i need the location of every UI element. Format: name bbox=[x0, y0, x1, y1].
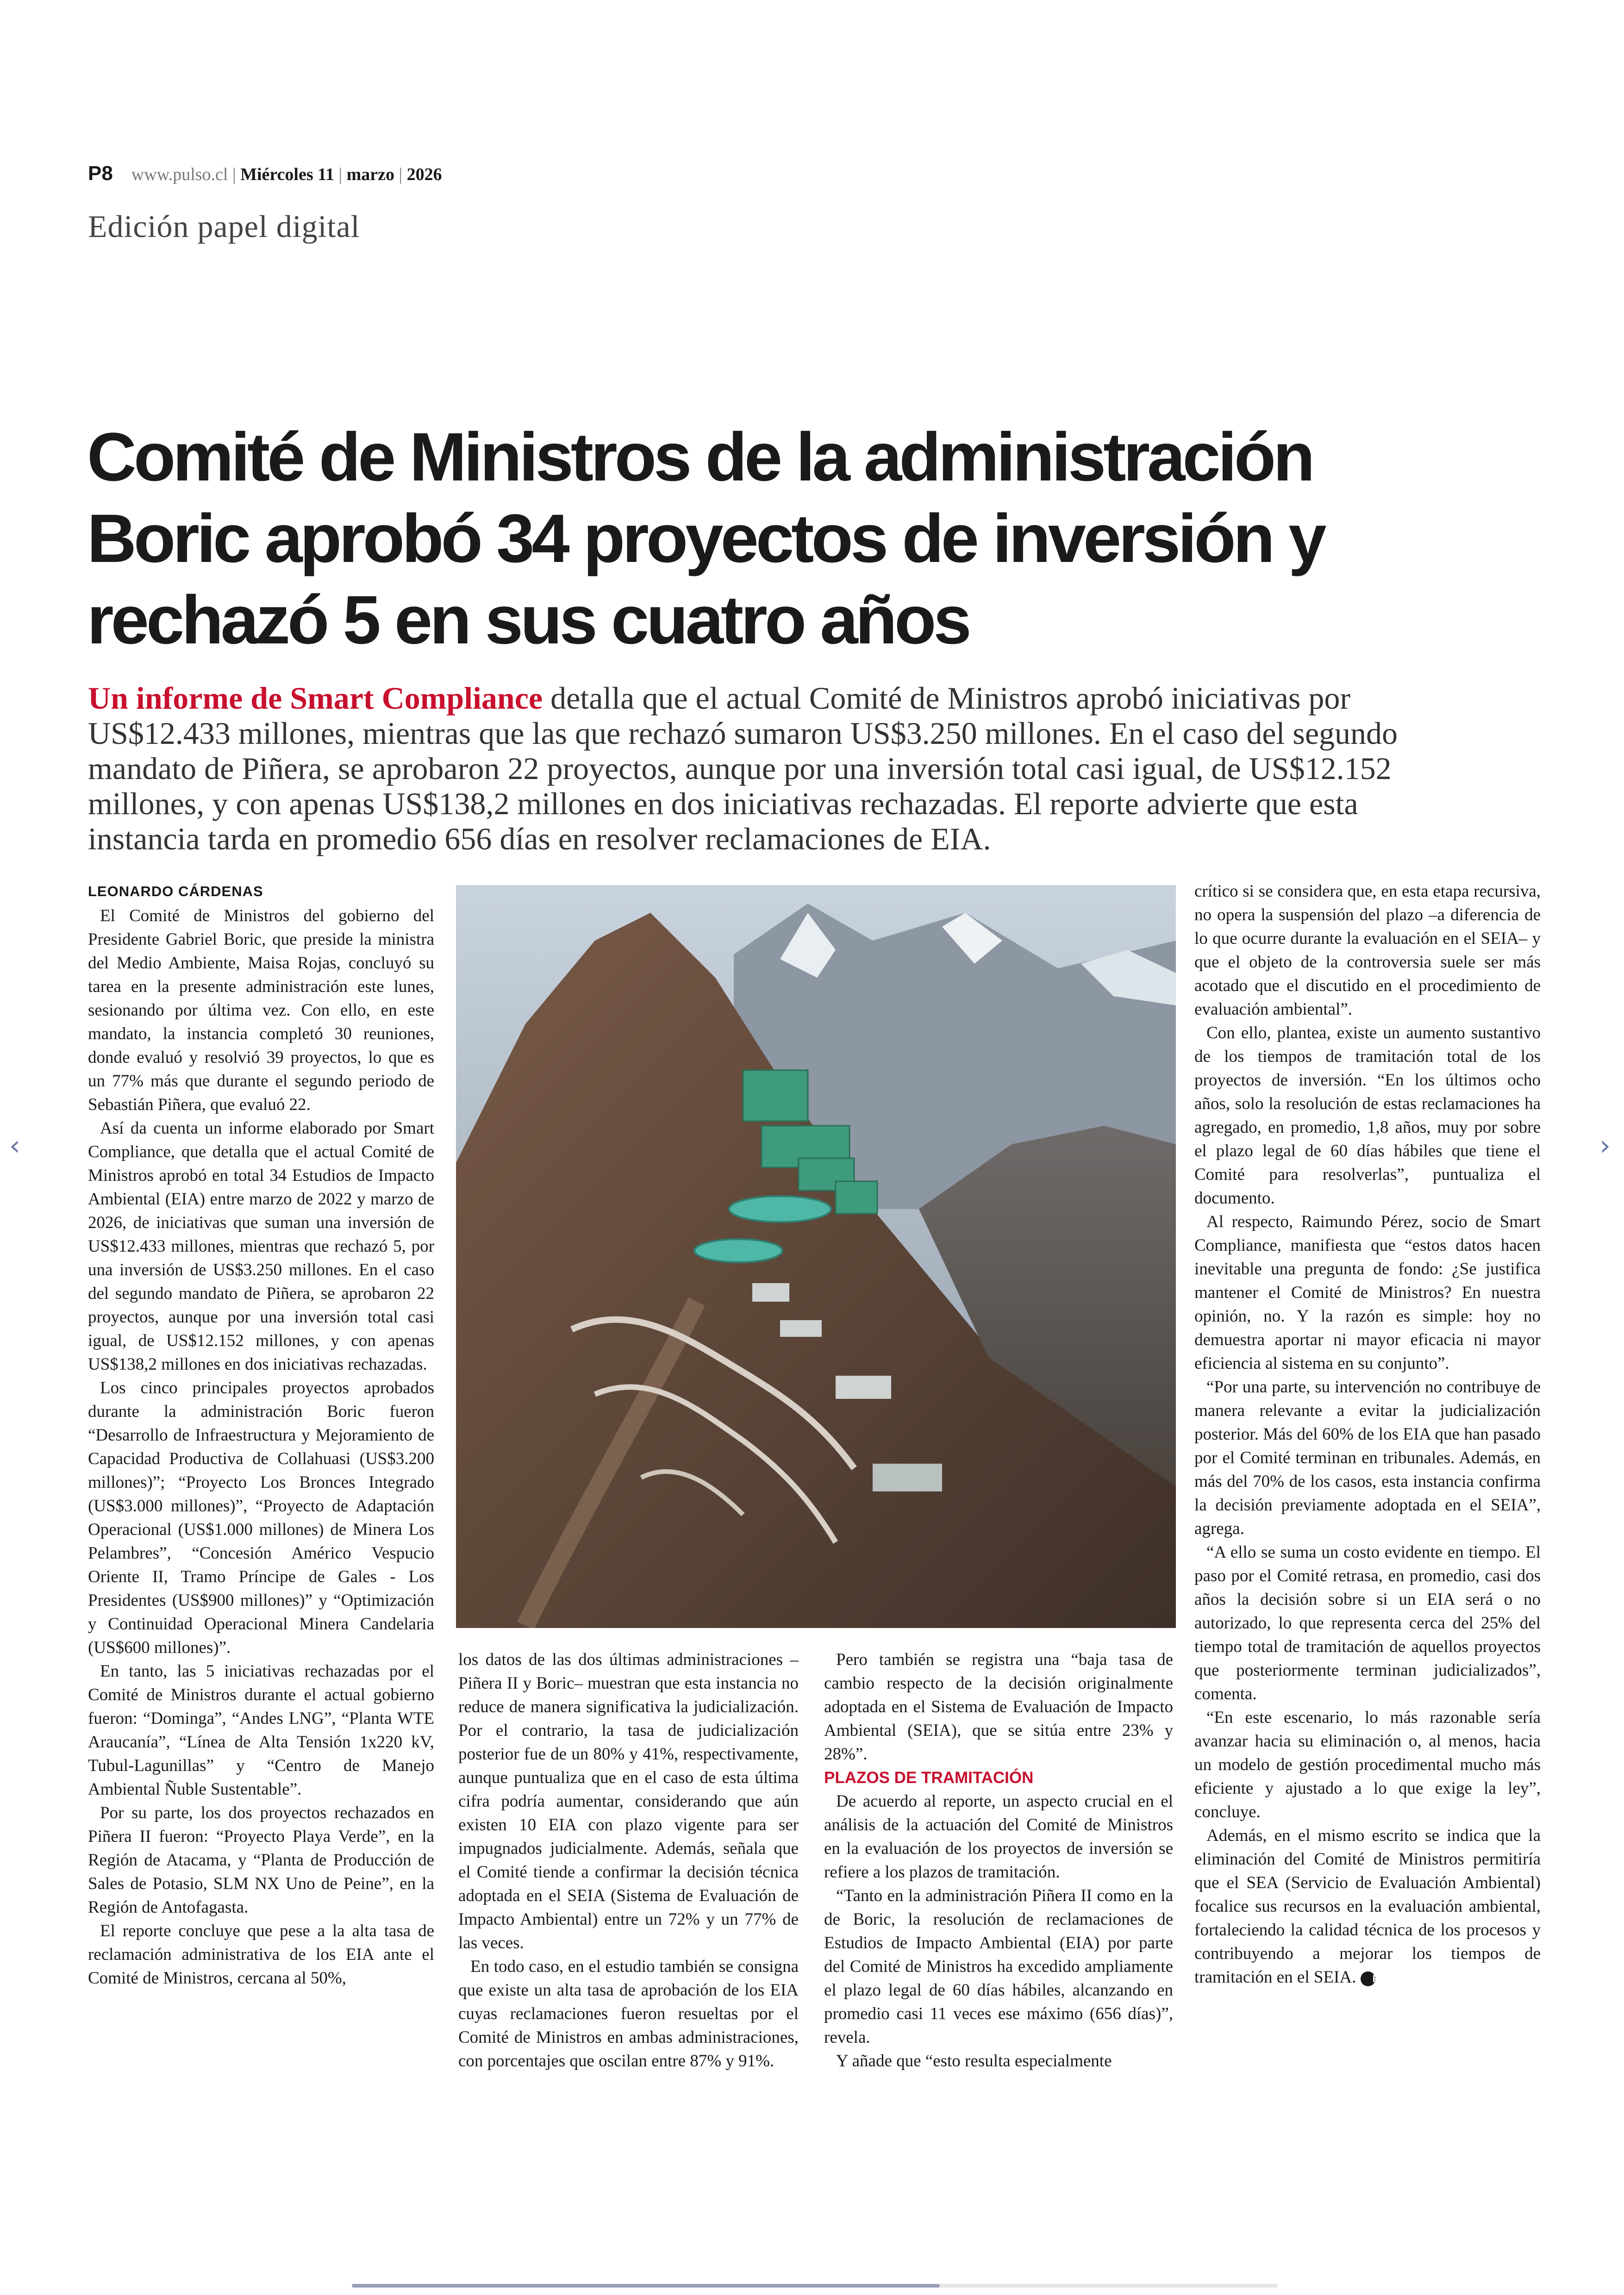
section-subhead: PLAZOS DE TRAMITACIÓN bbox=[824, 1769, 1034, 1787]
next-page-button[interactable]: › bbox=[1599, 1129, 1611, 1162]
page-number: P8 bbox=[88, 162, 113, 185]
article-column-1 bbox=[88, 879, 434, 1990]
paragraph: Pero también se registra una “baja tasa de cambio respecto de la decisión originalmente adoptada en el Sistema de Evaluación de Impacto Ambiental (SEIA), que se sitúa entre 23% y 28%”. bbox=[824, 1650, 1173, 1764]
edition-label: Edición papel digital bbox=[88, 209, 360, 244]
lead-text: detalla que el actual Comité de Ministros aprobó iniciativas por US$12.433 millones, mientras que las que rechazó sumaron US$3.250 millones. En el caso del segundo mandato de Piñera, se aprobaron 22 proyectos, aunque por una inversión total casi igual, de US$12.152 millones, y con apenas US$138,2 millones en dos iniciativas rechazadas. El reporte advierte que esta instancia tarda en promedio 656 días en resolver reclamaciones de EIA. bbox=[88, 680, 1398, 856]
paragraph: “A ello se suma un costo evidente en tiempo. El paso por el Comité retrasa, en promedio, casi dos años la decisión sobre si un EIA será o no autorizado, lo que representa cerca del 25% del tiempo total de tramitación de aquellos proyectos que posteriormente terminan judicializados”, comenta. bbox=[1194, 1543, 1541, 1703]
paragraph: “En este escenario, lo más razonable sería avanzar hacia su eliminación o, al menos, hacia un modelo de gestión procedimental mucho más eficiente y ajustado a lo que exige la ley”, concluye. bbox=[1194, 1708, 1541, 1821]
paragraph: Los cinco principales proyectos aprobados durante la administración Boric fueron “Desarrollo de Infraestructura y Mejoramiento de Capacidad Productiva de Collahuasi (US$3.200 millones)”; “Proyecto Los Bronces Integrado (US$3.000 millones)”, “Proyecto de Adaptación Operacional (US$1.000 millones) de Minera Los Pelambres”, “Concesión Américo Vespucio Oriente II, Tramo Príncipe de Gales - Los Presidentes (US$900 millones)” y “Optimización y Continuidad Operacional Minera Candelaria (US$600 millones)”. bbox=[88, 1378, 434, 1657]
article-column-4 bbox=[1194, 879, 1541, 1989]
paragraph: los datos de las dos últimas administraciones –Piñera II y Boric– muestran que esta instancia no reduce de manera significativa la judicialización. Por el contrario, la tasa de judicialización posterior fue de un 80% y 41%, respectivamente, aunque puntualiza que en el caso de esta última cifra podría aumentar, considerando que aún existen 10 EIA con plazo vigente para ser impugnados judicialmente. Además, señala que el Comité tiende a confirmar la decisión técnica adoptada en el SEIA (Sistema de Evaluación de Impacto Ambiental) entre un 72% y un 77% de las veces. bbox=[458, 1650, 799, 1952]
paragraph: Y añade que “esto resulta especialmente bbox=[836, 2052, 1112, 2070]
article-lead bbox=[88, 680, 1458, 856]
prev-page-button[interactable]: ‹ bbox=[9, 1129, 20, 1162]
paragraph: El reporte concluye que pese a la alta tasa de reclamación administrativa de los EIA ante el Comité de Ministros, cercana al 50%, bbox=[88, 1921, 434, 1988]
end-mark-icon: P bbox=[1361, 1971, 1375, 1986]
paragraph: En tanto, las 5 iniciativas rechazadas por el Comité de Ministros durante el actual gobierno fueron: “Dominga”, “Andes LNG”, “Planta WTE Araucanía”, “Línea de Alta Tensión 1x220 kV, Tubul-Lagunillas” y “Centro de Manejo Ambiental Ñuble Sustentable”. bbox=[88, 1662, 434, 1799]
paragraph: El Comité de Ministros del gobierno del Presidente Gabriel Boric, que preside la ministra del Medio Ambiente, Maisa Rojas, concluyó su tarea en la presente administración este lunes, sesionando por última vez. Con ello, en este mandato, la instancia completó 30 reuniones, donde evaluó y resolvió 39 proyectos, lo que es un 77% más que durante el segundo periodo de Sebastián Piñera, que evaluó 22. bbox=[88, 906, 434, 1114]
paragraph bbox=[1194, 1824, 1541, 1989]
paragraph: Así da cuenta un informe elaborado por Smart Compliance, que detalla que el actual Comité de Ministros aprobó en total 34 Estudios de Impacto Ambiental (EIA) entre marzo de 2022 y marzo de 2026, de iniciativas que suman una inversión de US$12.433 millones, mientras que rechazó 5, por una inversión de US$3.250 millones. En el caso del segundo mandato de Piñera, se aprobaron 22 proyectos, aunque por una inversión total casi igual, de US$12.152 millones, y con apenas US$138,2 millones en dos iniciativas rechazadas. bbox=[88, 1119, 434, 1374]
closing-text: Además, en el mismo escrito se indica que la eliminación del Comité de Ministros permitiría que el SEA (Servicio de Evaluación Ambiental) focalice sus recursos en la evaluación ambiental, fortaleciendo la calidad técnica de los procesos y contribuyendo a mejorar los tiempos de tramitación en el SEIA. bbox=[1194, 1826, 1541, 1987]
scrollbar-thumb[interactable] bbox=[352, 2284, 940, 2288]
article-column-2 bbox=[458, 1648, 799, 2073]
mine-landscape-image bbox=[456, 885, 1176, 1628]
byline: LEONARDO CÁRDENAS bbox=[88, 883, 263, 899]
site-url[interactable]: www.pulso.cl bbox=[131, 165, 228, 184]
lead-highlight: Un informe de Smart Compliance bbox=[88, 680, 543, 716]
article-photo bbox=[456, 885, 1176, 1628]
header-meta: www.pulso.cl | Miércoles 11 | marzo | 2026 bbox=[131, 165, 442, 184]
paragraph: Al respecto, Raimundo Pérez, socio de Smart Compliance, manifiesta que “estos datos hacen inevitable una pregunta de fondo: ¿Se justifica mantener el Comité de Ministros? En nuestra opinión, no. Y la razón es simple: hoy no demuestra aportar ni mayor eficacia ni mayor eficiencia al sistema en su conjunto”. bbox=[1194, 1212, 1541, 1373]
article-headline: Comité de Ministros de la administración Boric aprobó 34 proyectos de inversión y rechazó 5 en sus cuatro años bbox=[87, 419, 1324, 658]
paragraph: crítico si se considera que, en esta etapa recursiva, no opera la suspensión del plazo –a diferencia de lo que ocurre durante la evaluación en el SEIA– y que el objeto de la controversia suele ser más acotado que el discutido en el procedimiento de evaluación ambiental”. bbox=[1194, 882, 1541, 1019]
date-month: marzo bbox=[346, 165, 395, 184]
paragraph: Con ello, plantea, existe un aumento sustantivo de los tiempos de tramitación total de los proyectos de inversión. “En los últimos ocho años, solo la resolución de estas reclamaciones ha agregado, en promedio, 1,8 años, muy por sobre el plazo legal de 60 días hábiles que tiene el Comité para resolverlas”, puntualiza el documento. bbox=[1194, 1023, 1541, 1208]
paragraph: De acuerdo al reporte, un aspecto crucial en el análisis de la actuación del Comité de Ministros en la evaluación de los proyectos de inversión se refiere a los plazos de tramitación. bbox=[824, 1792, 1173, 1882]
date-year: 2026 bbox=[406, 165, 442, 184]
paragraph: “Por una parte, su intervención no contribuye de manera relevante a evitar la judicialización posterior. Más del 60% de los EIA que han pasado por el Comité terminan en tribunales. Además, en más del 70% de los casos, esta instancia confirma la decisión previamente adoptada en el SEIA”, agrega. bbox=[1194, 1378, 1541, 1538]
page-header bbox=[88, 162, 442, 185]
article-column-3 bbox=[824, 1648, 1173, 2073]
date-day: Miércoles 11 bbox=[240, 165, 335, 184]
paragraph: En todo caso, en el estudio también se consigna que existe un alta tasa de aprobación de los EIA cuyas reclamaciones fueron resueltas por el Comité de Ministros en ambas administraciones, con porcentajes que oscilan entre 87% y 91%. bbox=[458, 1957, 799, 2070]
paragraph: Por su parte, los dos proyectos rechazados en Piñera II fueron: “Proyecto Playa Verde”, en la Región de Atacama, y “Planta de Producción de Sales de Potasio, SLM NX Uno de Peine”, en la Región de Antofagasta. bbox=[88, 1803, 434, 1917]
paragraph: “Tanto en la administración Piñera II como en la de Boric, la resolución de reclamaciones de Estudios de Impacto Ambiental (EIA) por parte del Comité de Ministros ha excedido ampliamente el plazo legal de 60 días hábiles, alcanzando en promedio casi 11 veces ese máximo (656 días)”, revela. bbox=[824, 1886, 1173, 2047]
